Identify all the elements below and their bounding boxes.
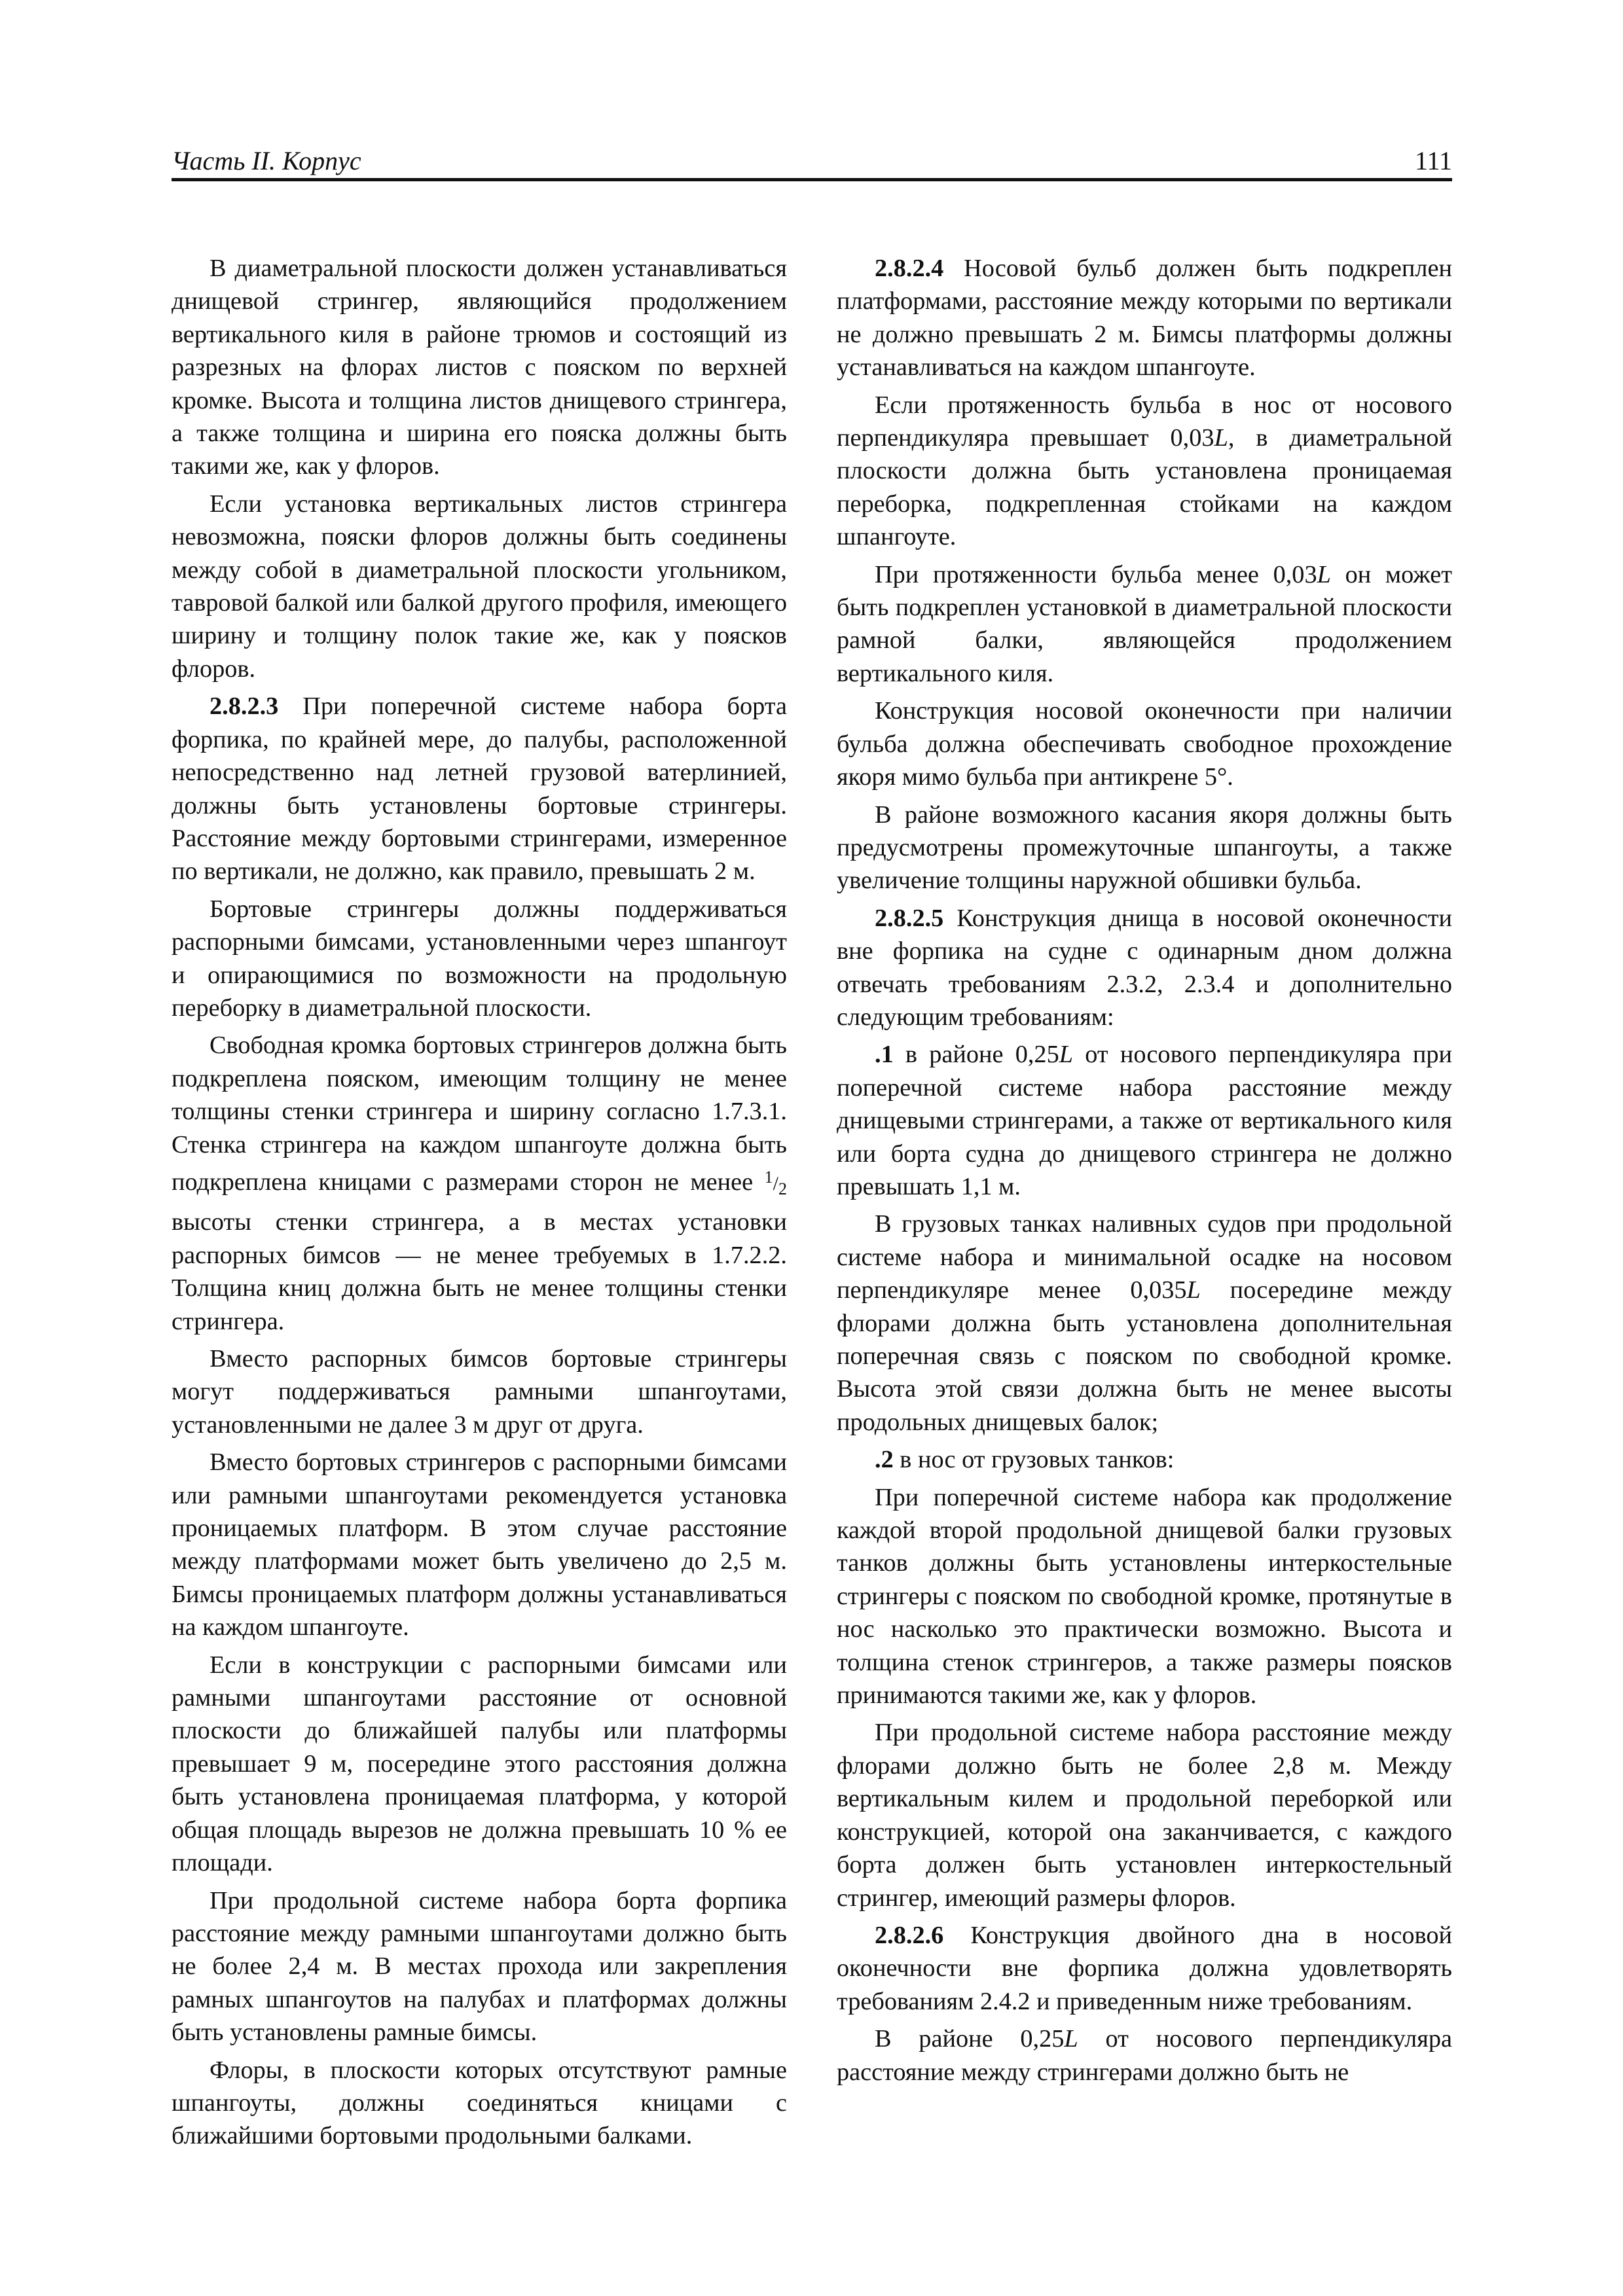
paragraph: При продольной системе набора расстояние между флорами должно быть не более 2,8 м. Между вертикальным килем и продольной переборкой или конструкцией, которой она заканчивается, с каждого борта должен быть установлен интеркостельный стрингер, имеющий размеры флоров. [837,1719,1452,1912]
paragraph: Вместо бортовых стрингеров с распорными бимсами или рамными шпангоутами рекомендуется установка проницаемых платформ. В этом случае расстояние между платформами может быть увеличено до 2,5 м. Бимсы проницаемых платформ должны устанавливаться на каждом шпангоуте. [172,1448,787,1641]
paragraph: Если установка вертикальных листов стрингера невозможна, пояски флоров должны быть соединены между собой в диаметральной плоскости угольником, тавровой балкой или балкой другого профиля, имеющего ширину и толщину полок такие же, как у поясков флоров. [172,490,787,683]
paragraph: Флоры, в плоскости которых отсутствуют рамные шпангоуты, должны соединяться кницами с ближайшими бортовыми продольными балками. [172,2056,787,2150]
section-number: 2.8.2.3 [210,692,279,721]
paragraph: 2.8.2.3 При поперечной системе набора борта форпика, по крайней мере, до палубы, расположенной непосредственно над летней грузовой ватерлинией, должны быть установлены бортовые стрингеры. Расстояние между бортовыми стрингерами, измеренное по вертикали, не должно, как правило, превышать 2 м. [172,692,787,886]
header-rule [172,178,1452,181]
paragraph: При поперечной системе набора как продолжение каждой второй продольной днищевой балки грузовых танков должны быть установлены интеркостельные стрингеры с пояском по свободной кромке, протянутые в нос насколько это практически возможно. Высота и толщина стенок стрингеров, а также размеры поясков принимаются такими же, как у флоров. [837,1483,1452,1710]
list-number: .1 [875,1041,894,1069]
page-number: 111 [1414,146,1452,175]
paragraph: 2.8.2.5 Конструкция днища в носовой оконечности вне форпика на судне с одинарным дном должна отвечать требованиям 2.3.2, 2.3.4 и дополнительно следующим требованиям: [837,904,1452,1031]
paragraph: .2 в нос от грузовых танков: [875,1446,1175,1474]
paragraph: В районе 0,25L от носового перпендикуляра расстояние между стрингерами должно быть не [837,2025,1453,2086]
paragraph: В диаметральной плоскости должен устанавливаться днищевой стрингер, являющийся продолжением вертикального киля в районе трюмов и состоящий из разрезных на флорах листов с пояском по верхней кромке. Высота и толщина листов днищевого стрингера, а также толщина и ширина его пояска должны быть такими же, как у флоров. [172,255,787,480]
section-number: 2.8.2.5 [875,904,944,932]
paragraph: В грузовых танках наливных судов при продольной системе набора и минимальной осадке на носовом перпендикуляре менее 0,035L посередине между флорами должна быть установлена дополнительная поперечная связь с пояском по свободной кромке. Высота этой связи должна быть не менее высоты продольных днищевых балок; [837,1210,1452,1436]
paragraph: .1 в районе 0,25L от носового перпендикуляра при поперечной системе набора расстояние между днищевыми стрингерами, а также от вертикального киля или борта судна до днищевого стрингера не должно превышать 1,1 м. [837,1041,1452,1200]
running-title: Часть II. Корпус [172,146,361,175]
page-header [172,145,1452,177]
paragraph: Если протяженность бульба в нос от носового перпендикуляра превышает 0,03L, в диаметральной плоскости должна быть установлена проницаемая переборка, подкрепленная стойками на каждом шпангоуте. [837,391,1452,551]
paragraph: Бортовые стрингеры должны поддерживаться распорными бимсами, установленными через шпангоут и опирающимися по возможности на продольную переборку в диаметральной плоскости. [172,895,787,1022]
paragraph: 2.8.2.4 Носовой бульб должен быть подкреплен платформами, расстояние между которыми по вертикали не должно превышать 2 м. Бимсы платформы должны устанавливаться на каждом шпангоуте. [837,255,1452,382]
paragraph: Если в конструкции с распорными бимсами или рамными шпангоутами расстояние от основной плоскости до ближайшей палубы или платформы превышает 9 м, посередине этого расстояния должна быть установлена проницаемая платформа, у которой общая площадь вырезов не должна превышать 10 % ее площади. [172,1651,787,1877]
section-number: 2.8.2.4 [875,255,944,282]
paragraph: Вместо распорных бимсов бортовые стрингеры могут поддерживаться рамными шпангоутами, установленными не далее 3 м друг от друга. [172,1345,787,1439]
right-column [837,252,1452,2089]
fraction: $^1/_2$ [764,1167,787,1198]
section-number: 2.8.2.6 [875,1921,944,1949]
paragraph: Конструкция носовой оконечности при наличии бульба должна обеспечивать свободное прохождение якоря мимо бульба при антикрене 5°. [837,697,1452,791]
left-column [172,252,787,2153]
paragraph: В районе возможного касания якоря должны быть предусмотрены промежуточные шпангоуты, а также увеличение толщины наружной обшивки бульба. [837,800,1452,895]
paragraph: При продольной системе набора борта форпика расстояние между рамными шпангоутами должно быть не более 2,4 м. В местах прохода или закрепления рамных шпангоутов на палубах и платформах должны быть установлены рамные бимсы. [172,1886,787,2047]
paragraph: 2.8.2.6 Конструкция двойного дна в носовой оконечности вне форпика должна удовлетворять требованиям 2.4.2 и приведенным ниже требованиям. [837,1921,1452,2015]
list-number: .2 [875,1446,894,1474]
paragraph: Свободная кромка бортовых стрингеров должна быть подкреплена пояском, имеющим толщину не менее толщины стенки стрингера и ширину согласно 1.7.3.1. Стенка стрингера на каждом шпангоуте должна быть подкреплена кницами с размерами сторон не менее $^1/_2$ высоты стенки стрингера, а в местах установки распорных бимсов — не менее требуемых в 1.7.2.2. Толщина книц должна быть не менее толщины стенки стрингера. [172,1031,787,1335]
paragraph: При протяженности бульба менее 0,03L он может быть подкреплен установкой в диаметральной плоскости рамной балки, являющейся продолжением вертикального киля. [837,560,1452,687]
